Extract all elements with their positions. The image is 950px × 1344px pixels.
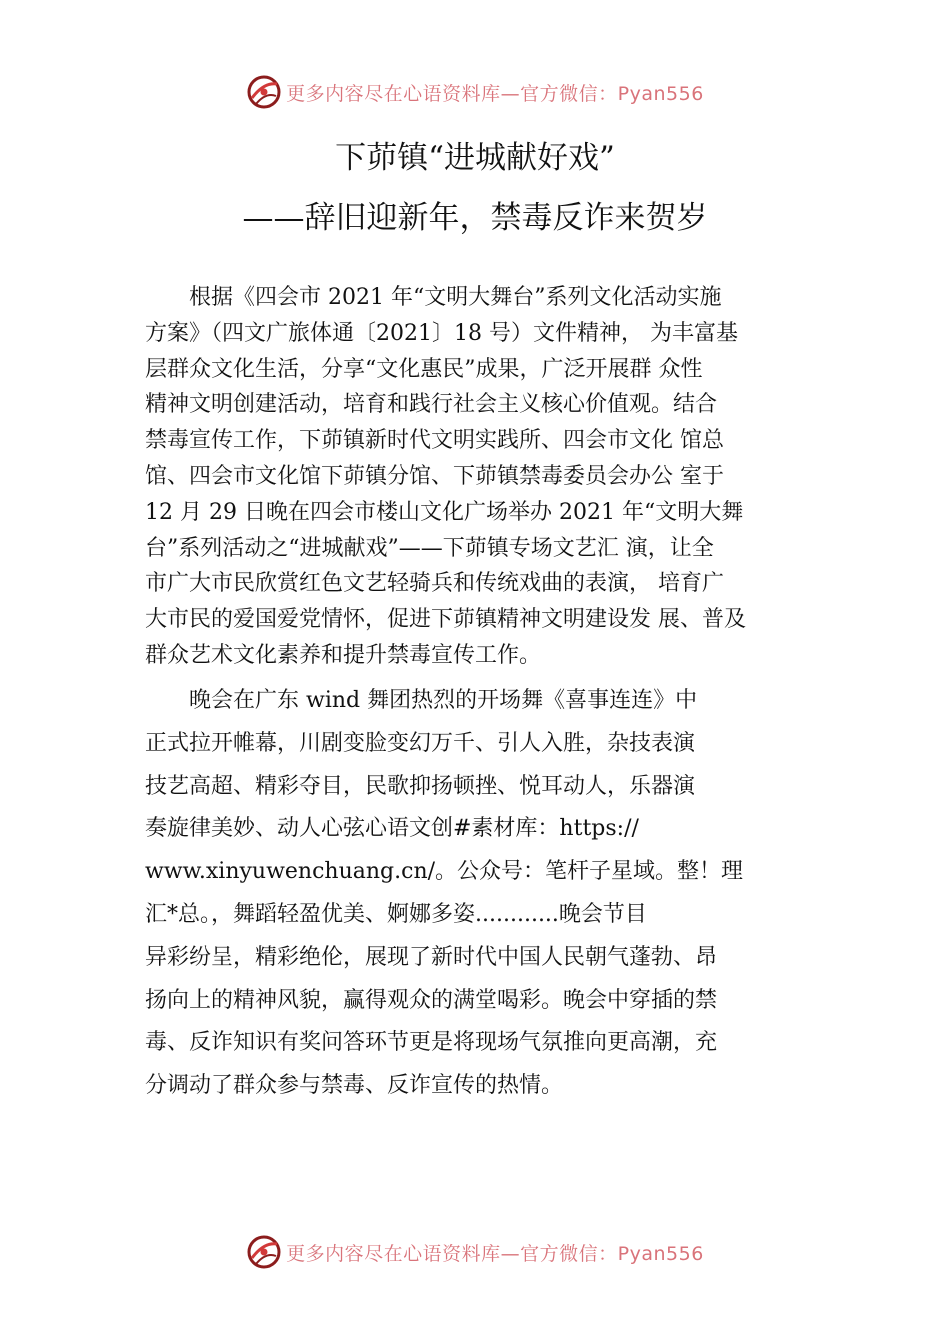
body-paragraph-1 bbox=[145, 280, 835, 674]
text-line: 市广大市民欣赏红色文艺轻骑兵和传统戏曲的表演， 培育广 bbox=[145, 571, 724, 597]
footer-watermark-banner bbox=[0, 1232, 950, 1272]
brand-logo-icon bbox=[246, 1234, 282, 1270]
text-line: 晚会在广东 wind 舞团热烈的开场舞《喜事连连》中 bbox=[145, 688, 698, 713]
brand-logo-icon bbox=[246, 74, 282, 110]
text-line: 毒、反诈知识有奖问答环节更是将现场气氛推向更高潮，充 bbox=[145, 1030, 718, 1056]
text-line: 台”系列活动之“进城献戏”——下茆镇专场文艺汇 演，让全 bbox=[145, 535, 714, 561]
footer-watermark-text: 更多内容尽在心语资料库—官方微信：Pyan556 bbox=[286, 1242, 704, 1265]
text-line: 禁毒宣传工作，下茆镇新时代文明实践所、四会市文化 馆总 bbox=[145, 428, 724, 454]
text-line: 层群众文化生活，分享“文化惠民”成果，广泛开展群 众性 bbox=[145, 356, 703, 382]
text-line: 精神文明创建活动，培育和践行社会主义核心价值观。结合 bbox=[145, 392, 718, 418]
text-line: 正式拉开帷幕，川剧变脸变幻万千、引人入胜，杂技表演 bbox=[145, 730, 696, 756]
text-line: 馆、四会市文化馆下茆镇分馆、下茆镇禁毒委员会办公 室于 bbox=[145, 463, 724, 489]
document-title: 下茆镇“进城献好戏” bbox=[335, 140, 615, 176]
text-line: 大市民的爱国爱党情怀，促进下茆镇精神文明建设发 展、普及 bbox=[145, 607, 746, 633]
text-line: 根据《四会市 2021 年“文明大舞台”系列文化活动实施 bbox=[145, 285, 722, 310]
text-line: 方案》（四文广旅体通〔2021〕18 号）文件精神， 为丰富基 bbox=[145, 320, 738, 346]
text-line: 12 月 29 日晚在四会市楼山文化广场举办 2021 年“文明大舞 bbox=[145, 499, 744, 525]
text-line: 群众艺术文化素养和提升禁毒宣传工作。 bbox=[145, 642, 542, 668]
text-line: 奏旋律美妙、动人心弦心语文创#素材库：https:// bbox=[145, 816, 639, 842]
header-watermark-banner bbox=[0, 72, 950, 112]
text-line: 分调动了群众参与禁毒、反诈宣传的热情。 bbox=[145, 1073, 564, 1099]
text-line: 汇*总。，舞蹈轻盈优美、婀娜多姿............晚会节目 bbox=[145, 901, 647, 927]
document-subtitle: ——辞旧迎新年，禁毒反诈来贺岁 bbox=[242, 200, 708, 236]
text-line: 异彩纷呈，精彩绝伦，展现了新时代中国人民朝气蓬勃、昂 bbox=[145, 944, 718, 970]
text-line: 扬向上的精神风貌，赢得观众的满堂喝彩。晚会中穿插的禁 bbox=[145, 987, 718, 1013]
header-watermark-text: 更多内容尽在心语资料库—官方微信：Pyan556 bbox=[286, 82, 704, 105]
text-line: 技艺高超、精彩夺目，民歌抑扬顿挫、悦耳动人，乐器演 bbox=[145, 773, 696, 799]
text-line: www.xinyuwenchuang.cn/。公众号：笔杆子星域。整！理 bbox=[145, 859, 744, 885]
body-paragraph-2 bbox=[145, 680, 835, 1108]
